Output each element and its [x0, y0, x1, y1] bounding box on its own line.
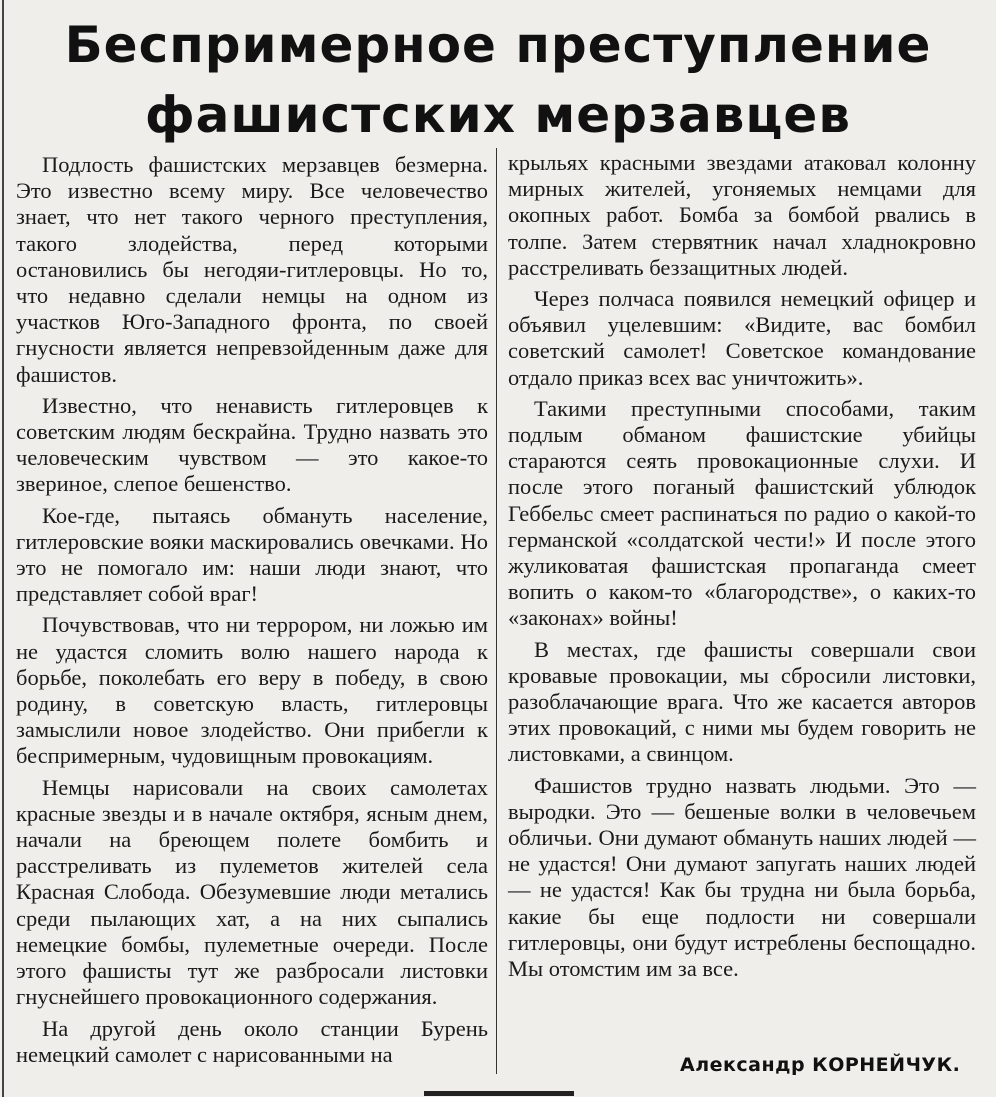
- paragraph-continued: крыльях красными звездами атаковал колонну мирных жителей, угоняемых немцами для окопных работ. Бомба за бомбой рвались в толпе. Затем стервятник начал хладнокровно расстреливать беззащитных людей.: [508, 150, 976, 280]
- paragraph: Через полчаса появился немецкий офицер и объявил уцелевшим: «Видите, вас бомбил советский самолет! Советское командование отдало приказ всех вас уничтожить».: [508, 286, 976, 390]
- paragraph: Почувствовав, что ни террором, ни ложью им не удастся сломить волю нашего народа к борьбе, поколебать его веру в победу, в свою родину, в советскую власть, гитлеровцы замыслили новое злодейство. Они прибегли к беспримерным, чудовищным провокациям.: [16, 612, 488, 769]
- article-headline: [0, 10, 996, 150]
- paragraph: В местах, где фашисты совершали свои кровавые провокации, мы сбросили листовки, разоблачающие врага. Что же касается авторов этих провокаций, с ними мы будем говорить не листовками, а свинцом.: [508, 636, 976, 767]
- right-column: [508, 150, 976, 987]
- bottom-rule: [424, 1091, 574, 1096]
- column-divider: [496, 148, 497, 1074]
- left-column: [16, 152, 488, 1073]
- paragraph: На другой день около станции Бурень немецкий самолет с нарисованными на: [16, 1015, 488, 1067]
- paragraph: Немцы нарисовали на своих самолетах красные звезды и в начале октября, ясным днем, начали на бреющем полете бомбить и расстреливать из пулеметов жителей села Красная Слобода. Обезумевшие люди метались среди пылающих хат, а на них сыпались немецкие бомбы, пулеметные очереди. После этого фашисты тут же разбросали листовки гнуснейшего провокационного содержания.: [16, 774, 488, 1010]
- headline-line-1: Беспримерное преступление: [64, 16, 932, 74]
- page-edge-rule: [2, 0, 4, 1097]
- paragraph: Фашистов трудно назвать людьми. Это — выродки. Это — бешеные волки в человечьем обличьи. Они думают обмануть наших людей — не удастся! Они думают запугать наших людей — не удастся! Как бы трудна ни была борьба, какие бы еще подлости ни совершали гитлеровцы, они будут истреблены беспощадно. Мы отомстим им за все.: [508, 772, 976, 982]
- paragraph: Кое-где, пытаясь обмануть население, гитлеровские вояки маскировались овечками. Но это не помогало им: наши люди знают, что представляет собой враг!: [16, 502, 488, 607]
- author-signature: Александр КОРНЕЙЧУК.: [680, 1054, 961, 1076]
- headline-line-2: фашистских мерзавцев: [145, 86, 851, 144]
- paragraph: Подлость фашистских мерзавцев безмерна. Это известно всему миру. Все человечество знает, что нет такого черного преступления, такого злодейства, перед которыми остановились бы негодяи-гитлеровцы. Но то, что недавно сделали немцы на одном из участков Юго-Западного фронта, по своей гнусности является непревзойденным даже для фашистов.: [16, 152, 488, 387]
- paragraph: Такими преступными способами, таким подлым обманом фашистские убийцы стараются сеять провокационные слухи. И после этого поганый фашистский ублюдок Геббельс смеет распинаться по радио о какой-то германской «солдатской чести!» И после этого жуликоватая фашистская пропаганда смеет вопить о каком-то «благородстве», о каких-то «законах» войны!: [508, 395, 976, 631]
- paragraph: Известно, что ненависть гитлеровцев к советским людям бескрайна. Трудно назвать это человеческим чувством — это какое-то звериное, слепое бешенство.: [16, 392, 488, 497]
